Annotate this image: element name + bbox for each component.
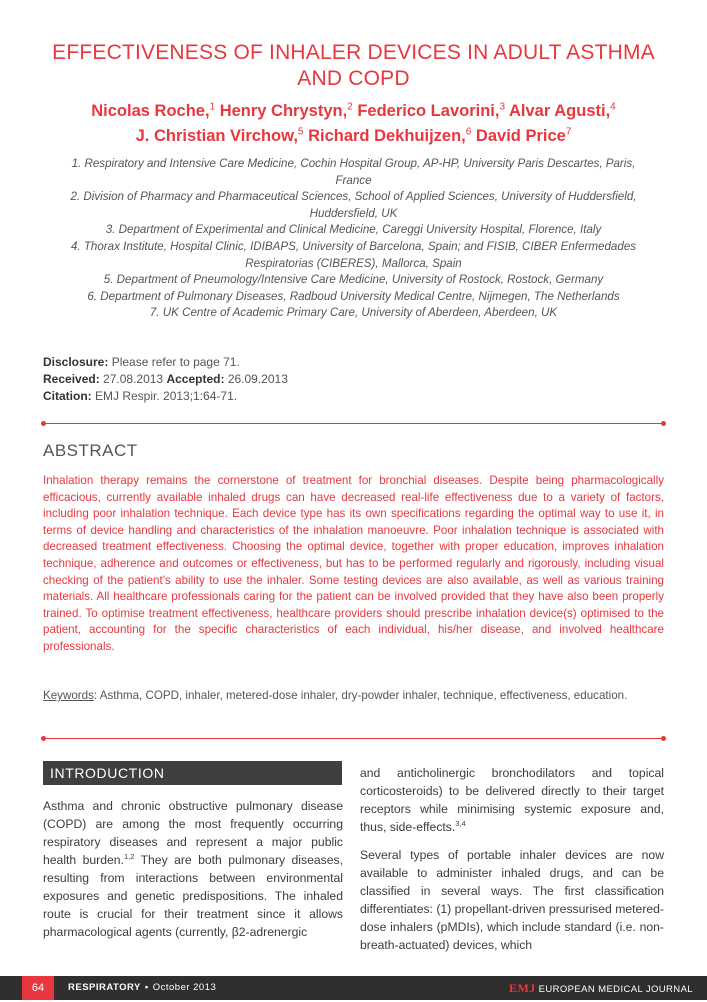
citation-label: Citation: [43, 389, 92, 403]
citation-ref[interactable]: 1,2 [123, 851, 135, 861]
keywords-list: Asthma, COPD, inhaler, metered-dose inhaler, dry-powder inhaler, technique, effectiveness, education. [99, 689, 628, 702]
issue-date: October 2013 [152, 982, 217, 993]
footer-section [68, 976, 216, 1000]
page-number: 64 [22, 976, 54, 1000]
citation-value: EMJ Respir. 2013;1:64-71. [95, 389, 238, 403]
affiliation-list [55, 156, 652, 322]
journal-name: EUROPEAN MEDICAL JOURNAL [538, 984, 693, 995]
section-divider [43, 423, 664, 424]
author[interactable]: Federico Lavorini,$^3$ [357, 101, 506, 120]
disclosure-label: Disclosure: [43, 355, 109, 369]
left-column [43, 761, 343, 951]
keywords: Keywords: Asthma, COPD, inhaler, metered-dose inhaler, dry-powder inhaler, technique, effectiveness, education. [43, 689, 628, 702]
article-meta [43, 354, 663, 405]
author[interactable]: J. Christian Virchow,$^5$ [135, 126, 304, 145]
section-name: RESPIRATORY [68, 982, 141, 993]
article-title: EFFECTIVENESS OF INHALER DEVICES IN ADULT ASTHMA AND COPD [52, 41, 655, 90]
journal-brand [509, 976, 693, 1002]
keywords-label: Keywords [43, 689, 94, 702]
bullet: • [144, 982, 149, 993]
section-divider [43, 738, 664, 739]
abstract-text: Inhalation therapy remains the cornerstone of treatment for bronchial diseases. Despite being pharmacologically efficacious, currently available inhaled drugs can have decreased real-life effectiveness due to a variety of factors, including poor inhalation technique. Each device type has its own specifications regarding the optimal way to use it, in terms of device handling and characteristics of the inhalation manoeuvre. Poor inhalation technique is associated with decreased treatment effectiveness. Choosing the optimal device, together with proper education, improves inhalation technique, adherence and outcomes or effectiveness, but has to be performed regularly and rigorously, including visual checking of the patient's ability to use the inhaler. Some testing devices are also available, as well as various training materials. All healthcare professionals caring for the patient can be involved provided that they have also been properly trained. To optimise treatment effectiveness, healthcare providers should prescribe inhalation device(s) optimised to the patient, accounting for the specific characteristics of each individual, his/her disease, and involved healthcare professionals. [43, 474, 664, 653]
right-column [360, 764, 664, 964]
accepted-date: 26.09.2013 [227, 372, 288, 386]
affiliation-item: 6. Department of Pulmonary Diseases, Radboud University Medical Centre, Nijmegen, The Netherlands [87, 289, 620, 303]
author-list [40, 99, 667, 149]
emj-logo: EMJ [509, 981, 536, 995]
affiliation-item: 2. Division of Pharmacy and Pharmaceutical Sciences, School of Applied Sciences, University of Huddersfield, Huddersfield, UK [70, 190, 637, 220]
author[interactable]: Alvar Agusti,$^4$ [509, 101, 616, 120]
body-paragraph: Several types of portable inhaler devices are now available to administer inhaled drugs, and can be classified in several ways. The first classification differentiates: (1) propellant-driven pressurised metered-dose inhalers (pMDIs), which include standard (i.e. non-breath-actuated) devices, which [360, 848, 664, 952]
disclosure-line [43, 354, 663, 371]
author[interactable]: Henry Chrystyn,$^2$ [219, 101, 353, 120]
received-label: Received: [43, 372, 100, 386]
citation-line [43, 388, 663, 405]
accepted-label: Accepted: [166, 372, 225, 386]
affiliation-item: 4. Thorax Institute, Hospital Clinic, IDIBAPS, University of Barcelona, Spain; and FISIB, CIBER Enfermedades Respiratorias (CIBERES), Mallorca, Spain [70, 239, 637, 270]
citation-ref[interactable]: 3,4 [455, 818, 466, 828]
received-date: 27.08.2013 [103, 372, 164, 386]
author[interactable]: David Price$^7$ [475, 126, 572, 145]
abstract-heading: ABSTRACT [43, 441, 138, 460]
affiliation-item: 3. Department of Experimental and Clinical Medicine, Careggi University Hospital, Florence, Italy [105, 223, 602, 237]
author[interactable]: Richard Dekhuijzen,$^6$ [308, 126, 472, 145]
affiliation-item: 7. UK Centre of Academic Primary Care, University of Aberdeen, Aberdeen, UK [149, 306, 558, 320]
dates-line [43, 371, 663, 388]
introduction-heading: INTRODUCTION [43, 761, 342, 785]
body-paragraph: and anticholinergic bronchodilators and topical corticosteroids) to be delivered directly to their target receptors while minimising systemic exposure and, thus, side-effects.$^{3,4}$ [360, 766, 664, 834]
page-footer [0, 976, 707, 1000]
body-paragraph: Asthma and chronic obstructive pulmonary disease (COPD) are among the most frequently occurring respiratory diseases and represent a major public health burden.$^{1,2}$ They are both pulmonary diseases, resulting from interactions between environmental exposures and genetic predispositions. The inhaled route is crucial for their treatment since it allows pharmacological agents (currently, β2-adrenergic [43, 799, 343, 939]
author[interactable]: Nicolas Roche,$^1$ [91, 101, 216, 120]
affiliation-item: 5. Department of Pneumology/Intensive Care Medicine, University of Rostock, Rostock, Germany [103, 273, 604, 287]
disclosure-value: Please refer to page 71. [111, 355, 240, 369]
affiliation-item: 1. Respiratory and Intensive Care Medicine, Cochin Hospital Group, AP-HP, University Paris Descartes, Paris, France [71, 157, 636, 187]
